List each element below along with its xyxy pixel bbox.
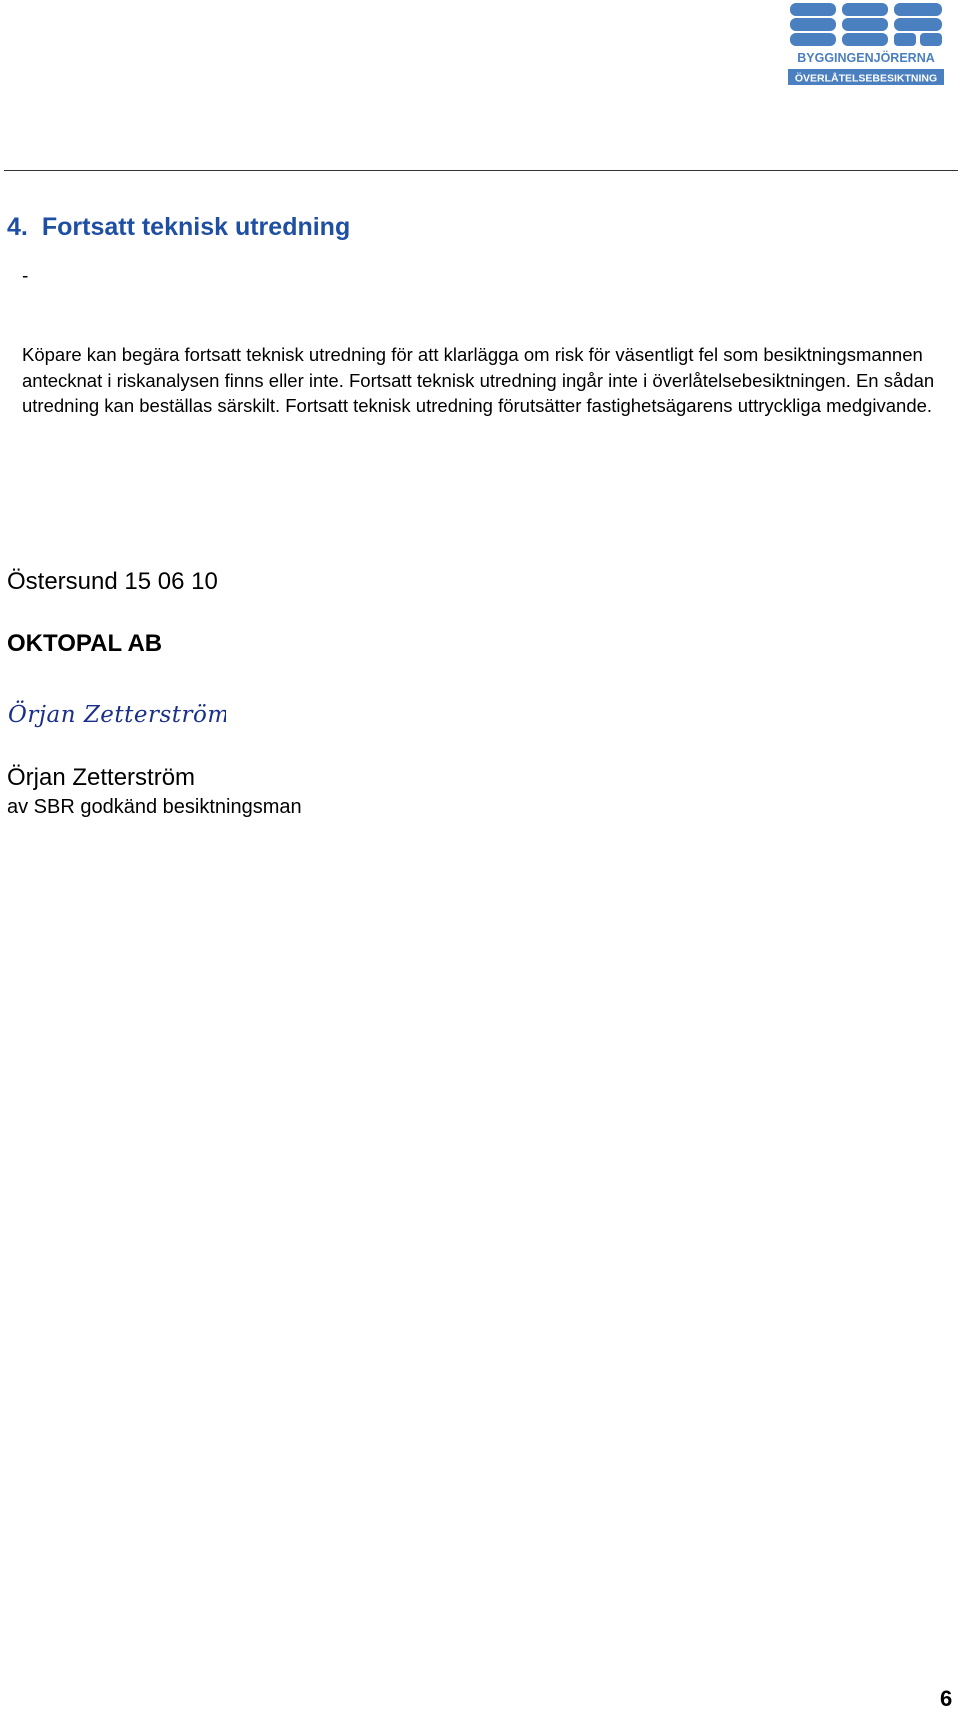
- logo-r-leg1: [894, 33, 916, 46]
- signer-title: av SBR godkänd besiktningsman: [7, 796, 302, 818]
- page-number: 6: [940, 1686, 953, 1711]
- body-paragraph: Köpare kan begära fortsatt teknisk utredning för att klarlägga om risk för väsentligt fel som besiktningsmannen antecknat i riskanalysen finns eller inte. Fortsatt teknisk utredning ingår inte i överlåtelsebesiktningen. En sådan utredning kan beställas särskilt. Fortsatt teknisk utredning förutsätter fastighetsägarens uttryckliga medgivande.: [22, 344, 935, 416]
- place-date: Östersund 15 06 10: [7, 568, 218, 595]
- logo-b-top: [842, 3, 888, 16]
- logo-s-mid: [790, 18, 836, 31]
- company-name: OKTOPAL AB: [7, 630, 163, 657]
- logo-s-bottom: [790, 33, 836, 46]
- signature-text: Örjan Zetterström: [8, 702, 226, 728]
- logo-line2: ÖVERLÅTELSEBESIKTNING: [794, 72, 938, 85]
- logo-s-top: [790, 3, 836, 16]
- bullet-dash: -: [22, 266, 29, 287]
- logo-r-top: [894, 3, 942, 16]
- header-divider: [4, 170, 958, 171]
- sbr-logo: [788, 3, 944, 85]
- logo-r-mid: [894, 18, 942, 31]
- handwritten-signature: [6, 694, 226, 734]
- signer-name: Örjan Zetterström: [7, 764, 196, 791]
- logo-line1: BYGGINGENJÖRERNA: [797, 51, 935, 65]
- section-number: 4.: [7, 213, 28, 241]
- logo-b-mid: [842, 18, 888, 31]
- logo-r-leg2: [920, 33, 942, 46]
- section-title: Fortsatt teknisk utredning: [41, 213, 351, 241]
- logo-b-bottom: [842, 33, 888, 46]
- section-heading: [7, 213, 350, 242]
